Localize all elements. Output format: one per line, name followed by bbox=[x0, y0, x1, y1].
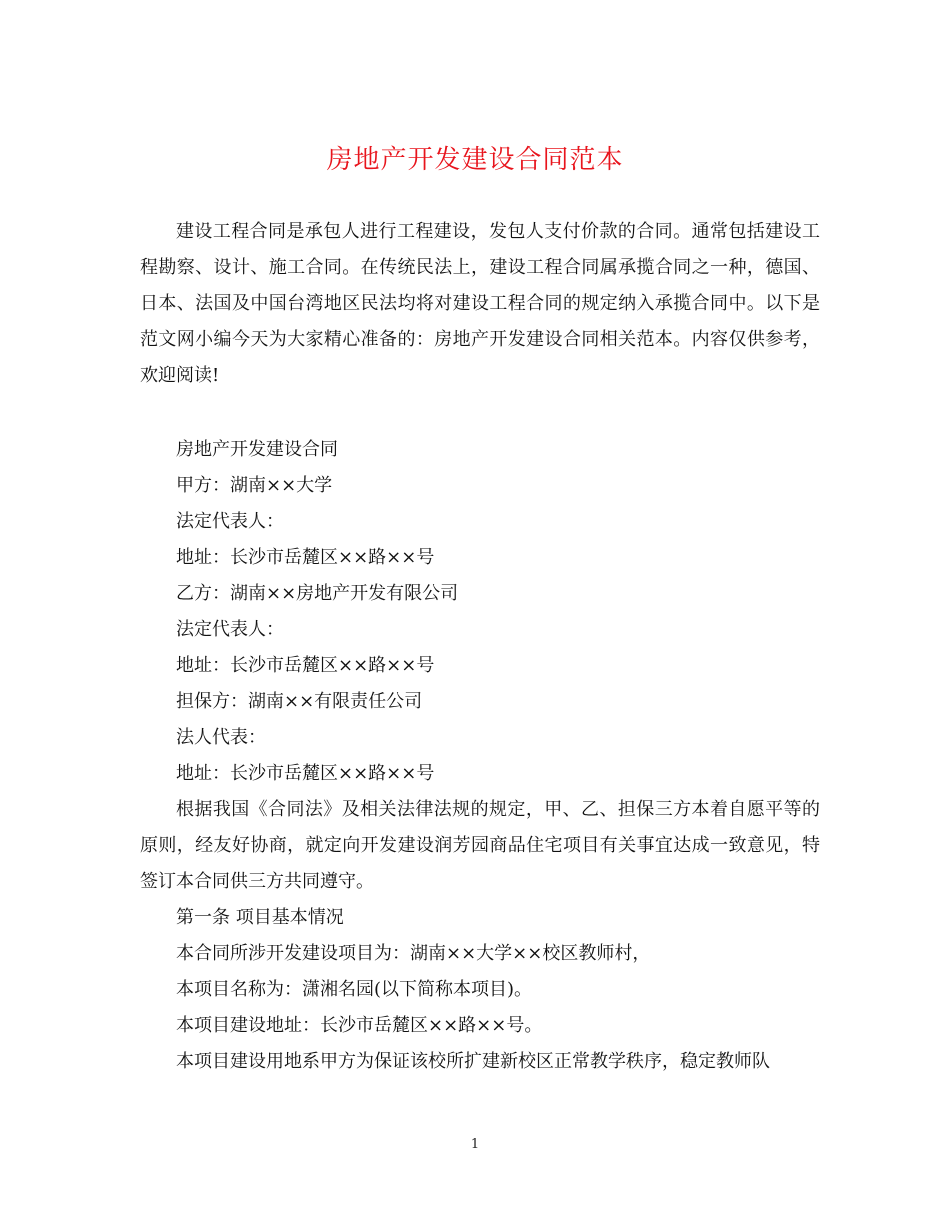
page-number: 1 bbox=[470, 1137, 480, 1152]
intro-paragraph: 建设工程合同是承包人进行工程建设，发包人支付价款的合同。通常包括建设工程勘察、设计、施工合同。在传统民法上，建设工程合同属承揽合同之一种，德国、日本、法国及中国台湾地区民法均将对建设工程合同的规定纳入承揽合同中。以下是范文网小编今天为大家精心准备的：房地产开发建设合同相关范本。内容仅供参考，欢迎阅读! bbox=[140, 221, 820, 386]
contract-body bbox=[140, 432, 820, 1080]
article-1-line-2: 本项目名称为：潇湘名园(以下简称本项目)。 bbox=[176, 979, 533, 1000]
document-title: 房地产开发建设合同范本 bbox=[326, 145, 624, 175]
party-a: 甲方：湖南××大学 bbox=[176, 475, 333, 496]
party-a-representative: 法定代表人： bbox=[176, 511, 284, 532]
guarantor-address: 地址：长沙市岳麓区××路××号 bbox=[176, 763, 435, 784]
guarantor: 担保方：湖南××有限责任公司 bbox=[176, 691, 423, 712]
preamble-paragraph: 根据我国《合同法》及相关法律法规的规定，甲、乙、担保三方本着自愿平等的原则，经友好协商，就定向开发建设润芳园商品住宅项目有关事宜达成一致意见，特签订本合同供三方共同遵守。 bbox=[140, 799, 820, 892]
article-1-line-1: 本合同所涉开发建设项目为：湖南××大学××校区教师村， bbox=[176, 943, 651, 964]
article-1-heading: 第一条 项目基本情况 bbox=[176, 907, 344, 928]
contract-title: 房地产开发建设合同 bbox=[176, 439, 338, 460]
guarantor-representative: 法人代表： bbox=[176, 727, 266, 748]
article-1-line-3: 本项目建设地址：长沙市岳麓区××路××号。 bbox=[176, 1015, 543, 1036]
party-b-representative: 法定代表人： bbox=[176, 619, 284, 640]
article-1-line-4: 本项目建设用地系甲方为保证该校所扩建新校区正常教学秩序，稳定教师队 bbox=[176, 1051, 770, 1072]
party-a-address: 地址：长沙市岳麓区××路××号 bbox=[176, 547, 435, 568]
party-b: 乙方：湖南××房地产开发有限公司 bbox=[176, 583, 459, 604]
party-b-address: 地址：长沙市岳麓区××路××号 bbox=[176, 655, 435, 676]
